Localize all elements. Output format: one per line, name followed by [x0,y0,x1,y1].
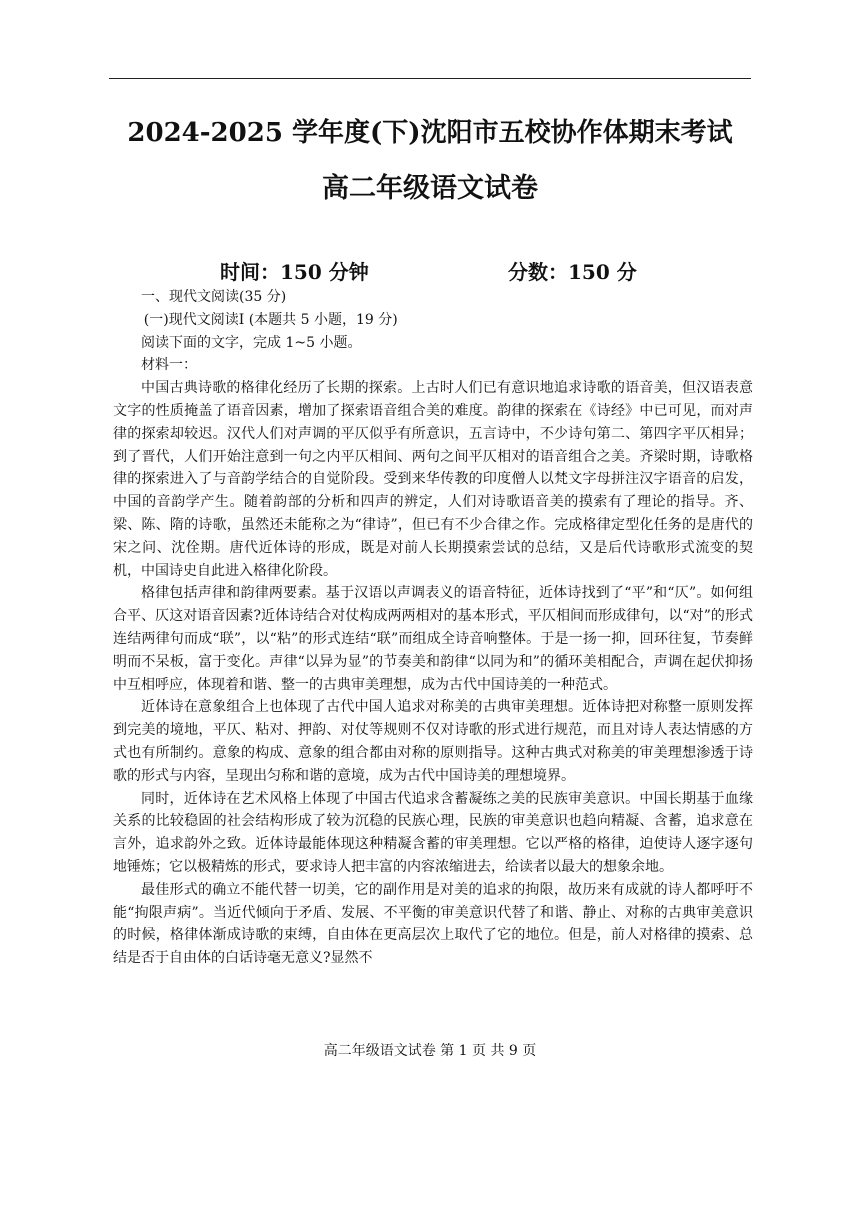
paragraph-1: 中国古典诗歌的格律化经历了长期的探索。上古时人们已有意识地追求诗歌的语音美，但汉语表意文字的性质掩盖了语音因素，增加了探索语音组合美的难度。韵律的探索在《诗经》中已可见，而对声律的探索却较迟。汉代人们对声调的平仄似乎有所意识，五言诗中，不少诗句第二、第四字平仄相异；到了晋代，人们开始注意到一句之内平仄相间、两句之间平仄相对的语音组合之美。齐梁时期，诗歌格律的探索进入了与音韵学结合的自觉阶段。受到来华传教的印度僧人以梵文字母拼注汉字语音的启发，中国的音韵学产生。随着韵部的分析和四声的辨定，人们对诗歌语音美的摸索有了理论的指导。齐、梁、陈、隋的诗歌，虽然还未能称之为“律诗”，但已有不少合律之作。完成格律定型化任务的是唐代的宋之问、沈佺期。唐代近体诗的形成，既是对前人长期摸索尝试的总结，又是后代诗歌形式流变的契机，中国诗史自此进入格律化阶段。 [113,380,753,579]
top-rule [109,78,751,79]
section-subheading: (一)现代文阅读Ⅰ (本题共 5 小题，19 分) [143,311,398,328]
paragraph-3: 近体诗在意象组合上也体现了古代中国人追求对称美的古典审美理想。近体诗把对称整一原则发挥到完美的境地，平仄、粘对、押韵、对仗等规则不仅对诗歌的形式进行规范，而且对诗人表达情感的方式也有所制约。意象的构成、意象的组合都由对称的原则指导。这种古典式对称美的审美理想渗透于诗歌的形式与内容，呈现出匀称和谐的意境，成为古代中国诗美的理想境界。 [113,699,753,784]
exam-time: 时间：150 分钟 [220,260,369,284]
page-footer: 高二年级语文试卷 第 1 页 共 9 页 [323,1043,537,1059]
paragraph-5: 最佳形式的确立不能代替一切美，它的副作用是对美的追求的拘限，故历来有成就的诗人都呼吁不能“拘限声病”。当近代倾向于矛盾、发展、不平衡的审美意识代替了和谐、静止、对称的古典审美意识的时候，格律体渐成诗歌的束缚，自由体在更高层次上取代了它的地位。但是，前人对格律的摸索、总结是否于自由体的白话诗毫无意义?显然不 [113,881,753,967]
exam-score: 分数：150 分 [508,260,637,284]
material-label: 材料一： [141,357,197,374]
reading-instruction: 阅读下面的文字，完成 1~5 小题。 [141,334,362,351]
section-heading: 一、现代文阅读(35 分) [141,289,287,305]
exam-subtitle: 高二年级语文试卷 [322,173,538,204]
paragraph-2: 格律包括声律和韵律两要素。基于汉语以声调表义的语音特征，近体诗找到了“平”和“仄”。如何组合平、仄这对语音因素?近体诗结合对仗构成两两相对的基本形式，平仄相间而形成律句，以“对”的形式连结两律句而成“联”，以“粘”的形式连结“联”而组成全诗音响整体。于是一扬一抑，回环往复，节奏鲜明而不呆板，富于变化。声律“以异为显”的节奏美和韵律“以同为和”的循环美相配合，声调在起伏抑扬中互相呼应，体现着和谐、整一的古典审美理想，成为古代中国诗美的一种范式。 [113,585,753,693]
exam-title: 2024-2025 学年度(下)沈阳市五校协作体期末考试 [127,118,733,148]
paragraph-4: 同时，近体诗在艺术风格上体现了中国古代追求含蓄凝练之美的民族审美意识。中国长期基于血缘关系的比较稳固的社会结构形成了较为沉稳的民族心理，民族的审美意识也趋向精凝、含蓄，追求意在言外，追求韵外之致。近体诗最能体现这种精凝含蓄的审美理想。它以严格的格律，迫使诗人逐字逐句地锤炼；它以极精炼的形式，要求诗人把丰富的内容浓缩进去，给读者以最大的想象余地。 [113,790,753,875]
exam-content [113,286,753,970]
